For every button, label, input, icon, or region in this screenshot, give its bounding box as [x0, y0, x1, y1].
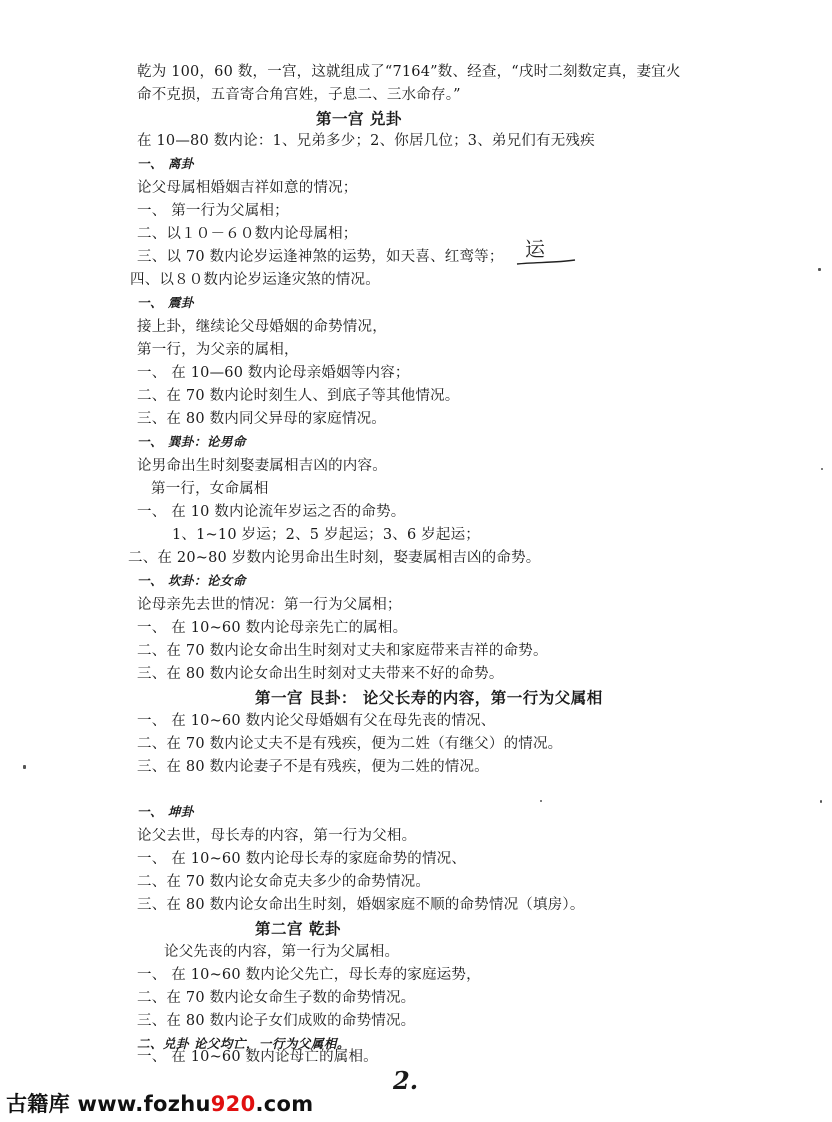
text-line: 二、以１０－６０数内论母属相；: [137, 226, 358, 242]
scan-speck: [818, 268, 821, 271]
subsection-heading: 二、兑卦 论父均亡，一行为父属相。: [137, 1036, 350, 1051]
text-line: 第一行，为父亲的属相，: [137, 342, 299, 358]
text-line: 接上卦，继续论父母婚姻的命势情况，: [137, 319, 387, 335]
text-line: 二、在 70 数内论女命克夫多少的命势情况。: [137, 874, 431, 890]
text-line: 三、在 80 数内论妻子不是有残疾，便为二姓的情况。: [137, 759, 489, 775]
handwritten-underline-icon: [515, 236, 577, 270]
page-number: 2.: [393, 1066, 419, 1095]
watermark: [6, 1088, 313, 1118]
text-line: 三、以 70 数内论岁运逢神煞的运势，如天喜、红鸾等；: [137, 249, 504, 265]
text-line: 论父去世，母长寿的内容，第一行为父相。: [137, 828, 417, 844]
text-line: 三、在 80 数内论女命出生时刻对丈夫带来不好的命势。: [137, 666, 504, 682]
text-line: 四、以８０数内论岁运逢灾煞的情况。: [130, 272, 380, 288]
text-line: 在 10—80 数内论：1、兄弟多少；2、你居几位；3、弟兄们有无残疾: [137, 133, 595, 149]
subsection-heading: 一、 离卦: [137, 156, 194, 171]
handwritten-note: [515, 236, 577, 274]
scan-speck: [23, 765, 26, 769]
text-line: 一、 在 10~60 数内论父先亡，母长寿的家庭运势，: [137, 967, 481, 983]
text-line: 一、 在 10—60 数内论母亲婚姻等内容；: [137, 365, 410, 381]
text-line: 一、 第一行为父属相；: [137, 203, 289, 219]
subsection-heading: 一、 坎卦：论女命: [137, 573, 246, 588]
text-line: 三、在 80 数内论女命出生时刻，婚姻家庭不顺的命势情况（填房）。: [137, 897, 585, 913]
text-line: 二、在 70 数内论时刻生人、到底子等其他情况。: [137, 388, 460, 404]
text-line: 三、在 80 数内论子女们成败的命势情况。: [137, 1013, 416, 1029]
text-line: 二、在 70 数内论女命出生时刻对丈夫和家庭带来吉祥的命势。: [137, 643, 548, 659]
scan-speck: [821, 468, 823, 470]
text-line: 一、 在 10~60 数内论母亡的属相。: [137, 1049, 378, 1065]
text-line: 二、在 20~80 岁数内论男命出生时刻，娶妻属相吉凶的命势。: [128, 550, 541, 566]
subsection-heading: 一、 坤卦: [137, 804, 194, 819]
text-line: 一、 在 10 数内论流年岁运之否的命势。: [137, 504, 406, 520]
text-line: 二、在 70 数内论丈夫不是有残疾，便为二姓（有继父）的情况。: [137, 736, 563, 752]
text-line: 一、 在 10~60 数内论母长寿的家庭命势的情况、: [137, 851, 467, 867]
text-line: 论母亲先去世的情况：第一行为父属相；: [137, 597, 402, 613]
subsection-heading: 一、 震卦: [137, 295, 194, 310]
text-line: 第一行，女命属相: [151, 481, 269, 497]
subsection-heading: 一、 巽卦：论男命: [137, 434, 246, 449]
section-heading: 第一宫 艮卦： 论父长寿的内容，第一行为父属相: [255, 688, 603, 707]
text-line: 一、 在 10~60 数内论父母婚姻有父在母先丧的情况、: [137, 713, 496, 729]
text-line: 三、在 80 数内同父异母的家庭情况。: [137, 411, 386, 427]
watermark-url-number: 920: [210, 1092, 256, 1116]
text-line: 论父先丧的内容，第一行为父属相。: [164, 944, 400, 960]
watermark-name: 古籍库: [6, 1092, 70, 1116]
scan-speck: [540, 800, 542, 802]
section-heading: 第二宫 乾卦: [255, 919, 341, 938]
text-line: 命不克损，五音寄合角宫姓，子息二、三水命存。”: [137, 87, 461, 103]
text-line: 论父母属相婚姻吉祥如意的情况；: [137, 180, 358, 196]
text-line: 1、1~10 岁运；2、5 岁起运；3、6 岁起运；: [172, 527, 480, 543]
text-line: 二、在 70 数内论女命生子数的命势情况。: [137, 990, 416, 1006]
watermark-url-suffix: .com: [255, 1092, 314, 1116]
section-heading: 第一宫 兑卦: [316, 109, 402, 128]
handwritten-note-text: 运: [525, 237, 545, 261]
text-line: 乾为 100，60 数，一宫，这就组成了“7164”数、经查，“戌时二刻数定真，妻宜火: [137, 64, 681, 80]
text-line: 论男命出生时刻娶妻属相吉凶的内容。: [137, 458, 387, 474]
text-line: 一、 在 10~60 数内论母亲先亡的属相。: [137, 620, 408, 636]
scan-speck: [820, 800, 822, 803]
watermark-url-prefix: www.fozhu: [77, 1092, 211, 1116]
